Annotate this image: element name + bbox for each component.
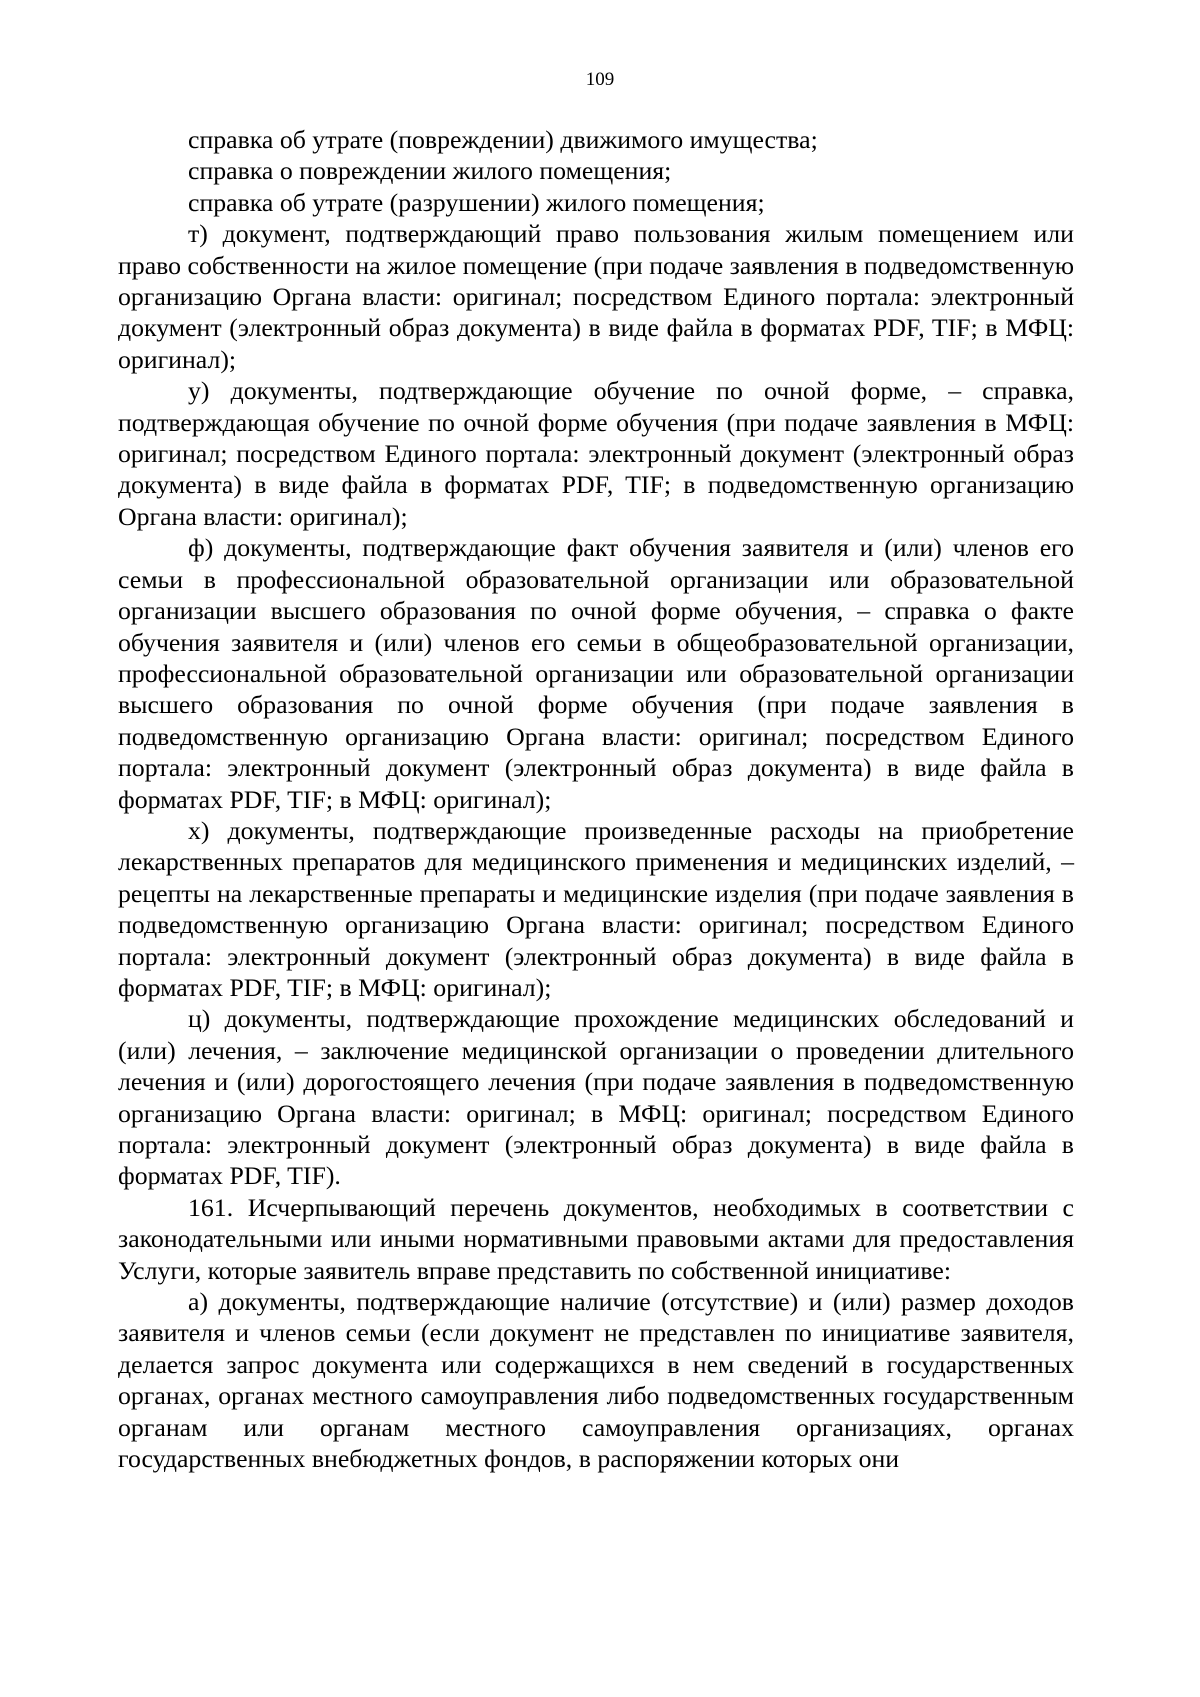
- paragraph-item-f: ф) документы, подтверждающие факт обучения заявителя и (или) членов его семьи в профессиональной образовательной организации или образовательной организации высшего образования по очной форме обучения, – справка о факте обучения заявителя и (или) членов его семьи в общеобразовательной организации, профессиональной образовательной организации или образовательной организации высшего образования по очной форме обучения (при подаче заявления в подведомственную организацию Органа власти: оригинал; посредством Единого портала: электронный документ (электронный образ документа) в виде файла в форматах PDF, TIF; в МФЦ: оригинал);: [118, 533, 1074, 814]
- paragraph-item-h: х) документы, подтверждающие произведенные расходы на приобретение лекарственных препаратов для медицинского применения и медицинских изделий, – рецепты на лекарственные препараты и медицинские изделия (при подаче заявления в подведомственную организацию Органа власти: оригинал; посредством Единого портала: электронный документ (электронный образ документа) в виде файла в форматах PDF, TIF; в МФЦ: оригинал);: [118, 815, 1074, 1002]
- document-body: [118, 124, 1074, 1474]
- paragraph-certificate-dwelling-damage: справка о повреждении жилого помещения;: [188, 156, 672, 186]
- paragraph-certificate-movable-property: справка об утрате (повреждении) движимого имущества;: [188, 125, 818, 154]
- paragraph-item-u: у) документы, подтверждающие обучение по очной форме, – справка, подтверждающая обучение по очной форме обучения (при подаче заявления в МФЦ: оригинал; посредством Единого портала: электронный документ (электронный образ документа) в виде файла в форматах PDF, TIF; в подведомственную организацию Органа власти: оригинал);: [118, 376, 1074, 531]
- paragraph-certificate-dwelling-loss: справка об утрате (разрушении) жилого помещения;: [188, 187, 765, 217]
- paragraph-item-ts: ц) документы, подтверждающие прохождение медицинских обследований и (или) лечения, – заключение медицинской организации о проведении длительного лечения и (или) дорогостоящего лечения (при подаче заявления в подведомственную организацию Органа власти: оригинал; в МФЦ: оригинал; посредством Единого портала: электронный документ (электронный образ документа) в виде файла в форматах PDF, TIF).: [118, 1004, 1074, 1191]
- paragraph-item-t: т) документ, подтверждающий право пользования жилым помещением или право собственности на жилое помещение (при подаче заявления в подведомственную организацию Органа власти: оригинал; посредством Единого портала: электронный документ (электронный образ документа) в виде файла в форматах PDF, TIF; в МФЦ: оригинал);: [118, 219, 1074, 374]
- paragraph-section-161: 161. Исчерпывающий перечень документов, необходимых в соответствии с законодательными или иными нормативными правовыми актами для предоставления Услуги, которые заявитель вправе представить по собственной инициативе:: [118, 1192, 1074, 1285]
- paragraph-item-a: а) документы, подтверждающие наличие (отсутствие) и (или) размер доходов заявителя и членов семьи (если документ не представлен по инициативе заявителя, делается запрос документа или содержащихся в нем сведений в государственных органах, органах местного самоуправления либо подведомственных государственным органам или органам местного самоуправления организациях, органах государственных внебюджетных фондов, в распоряжении которых они: [118, 1287, 1074, 1474]
- page-number: 109: [585, 69, 615, 90]
